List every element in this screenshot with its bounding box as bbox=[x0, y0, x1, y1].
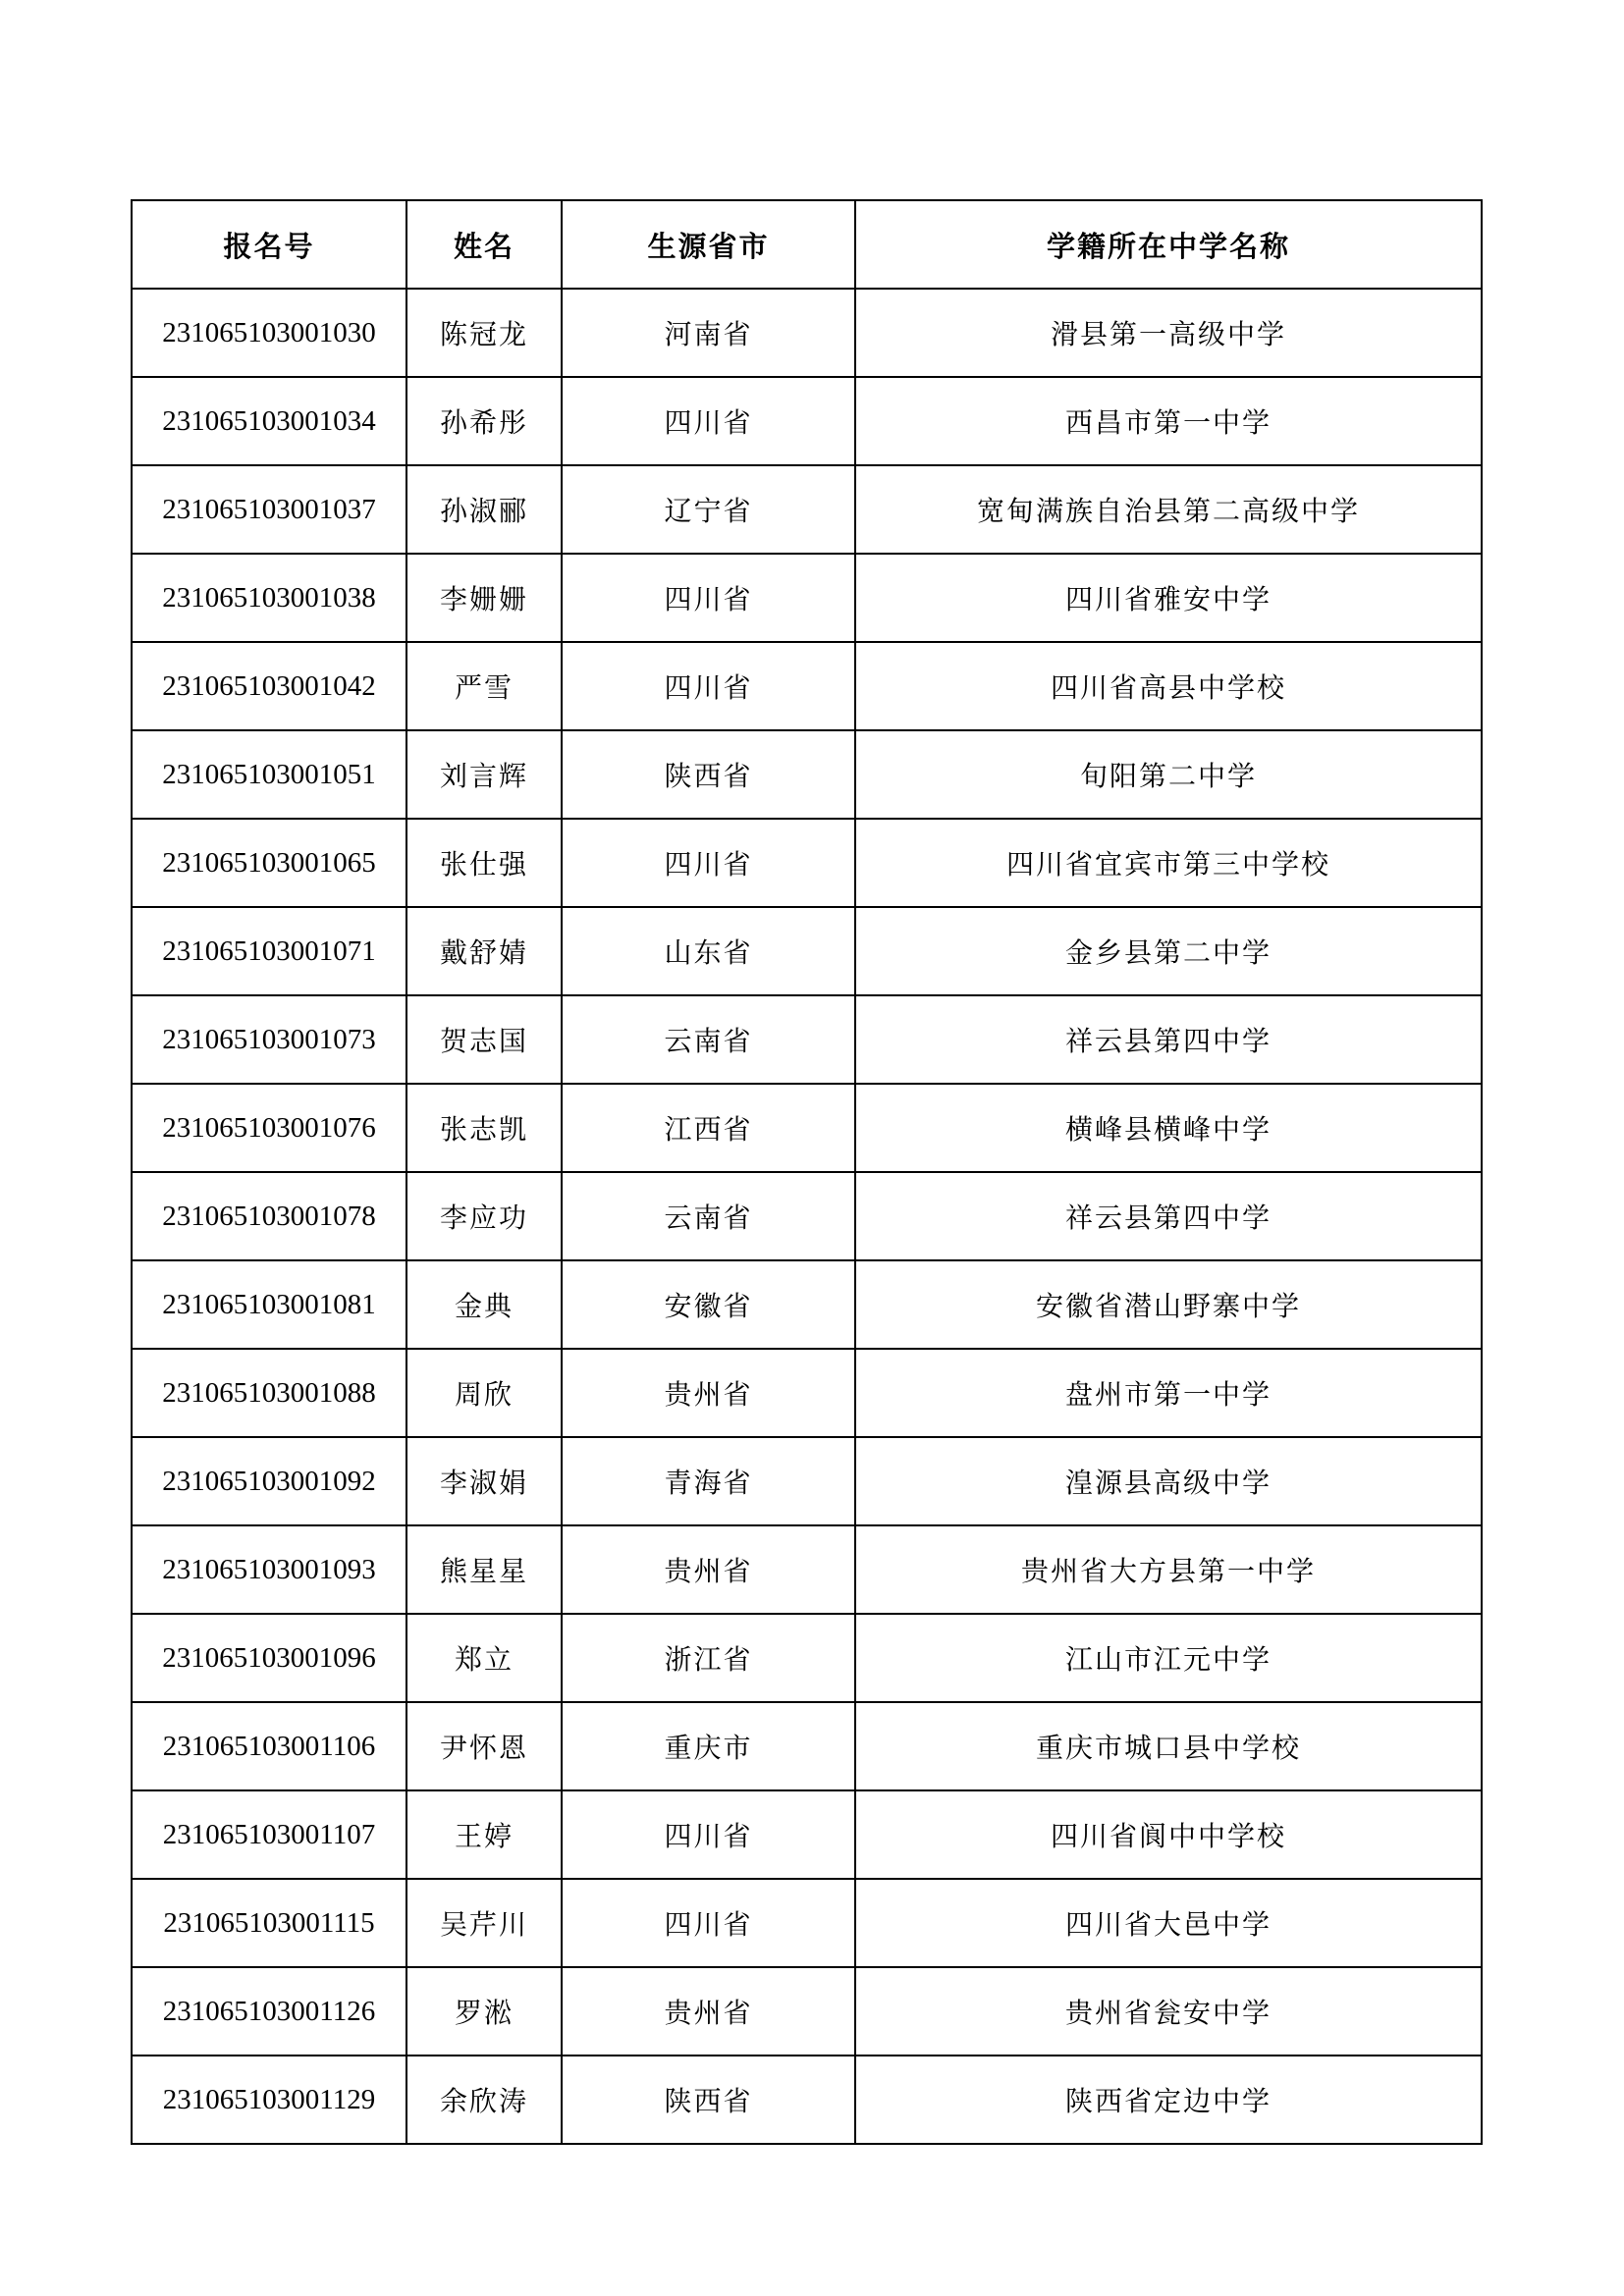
school-name-cell: 旬阳第二中学 bbox=[855, 730, 1482, 819]
school-name-cell: 祥云县第四中学 bbox=[855, 995, 1482, 1084]
student-name-cell: 刘言辉 bbox=[406, 730, 562, 819]
school-name-cell: 四川省雅安中学 bbox=[855, 554, 1482, 642]
province-cell: 四川省 bbox=[562, 819, 855, 907]
province-cell: 陕西省 bbox=[562, 2056, 855, 2144]
student-name-cell: 孙淑郦 bbox=[406, 465, 562, 554]
registration-no-cell: 231065103001096 bbox=[132, 1614, 406, 1702]
school-name-cell: 贵州省瓮安中学 bbox=[855, 1967, 1482, 2056]
table-row bbox=[132, 1790, 1482, 1879]
header-province: 生源省市 bbox=[562, 200, 855, 289]
school-name-cell: 横峰县横峰中学 bbox=[855, 1084, 1482, 1172]
school-name-cell: 安徽省潜山野寨中学 bbox=[855, 1260, 1482, 1349]
table-row bbox=[132, 819, 1482, 907]
registration-no-cell: 231065103001042 bbox=[132, 642, 406, 730]
registration-no-cell: 231065103001073 bbox=[132, 995, 406, 1084]
province-cell: 贵州省 bbox=[562, 1349, 855, 1437]
registration-no-cell: 231065103001065 bbox=[132, 819, 406, 907]
province-cell: 贵州省 bbox=[562, 1967, 855, 2056]
school-name-cell: 滑县第一高级中学 bbox=[855, 289, 1482, 377]
province-cell: 云南省 bbox=[562, 1172, 855, 1260]
registration-no-cell: 231065103001076 bbox=[132, 1084, 406, 1172]
table-row bbox=[132, 1967, 1482, 2056]
table-row bbox=[132, 1437, 1482, 1525]
student-name-cell: 王婷 bbox=[406, 1790, 562, 1879]
header-row bbox=[132, 200, 1482, 289]
province-cell: 重庆市 bbox=[562, 1702, 855, 1790]
student-name-cell: 孙希彤 bbox=[406, 377, 562, 465]
province-cell: 山东省 bbox=[562, 907, 855, 995]
school-name-cell: 湟源县高级中学 bbox=[855, 1437, 1482, 1525]
table-row bbox=[132, 1702, 1482, 1790]
school-name-cell: 四川省阆中中学校 bbox=[855, 1790, 1482, 1879]
table-row bbox=[132, 554, 1482, 642]
school-name-cell: 盘州市第一中学 bbox=[855, 1349, 1482, 1437]
school-name-cell: 陕西省定边中学 bbox=[855, 2056, 1482, 2144]
table-row bbox=[132, 1260, 1482, 1349]
school-name-cell: 贵州省大方县第一中学 bbox=[855, 1525, 1482, 1614]
province-cell: 四川省 bbox=[562, 554, 855, 642]
school-name-cell: 金乡县第二中学 bbox=[855, 907, 1482, 995]
student-name-cell: 李淑娟 bbox=[406, 1437, 562, 1525]
table-row bbox=[132, 730, 1482, 819]
province-cell: 四川省 bbox=[562, 642, 855, 730]
table-row bbox=[132, 1879, 1482, 1967]
table-row bbox=[132, 465, 1482, 554]
province-cell: 四川省 bbox=[562, 377, 855, 465]
table-row bbox=[132, 642, 1482, 730]
registration-no-cell: 231065103001106 bbox=[132, 1702, 406, 1790]
table-row bbox=[132, 995, 1482, 1084]
registration-no-cell: 231065103001037 bbox=[132, 465, 406, 554]
province-cell: 四川省 bbox=[562, 1790, 855, 1879]
header-name: 姓名 bbox=[406, 200, 562, 289]
table-row bbox=[132, 1614, 1482, 1702]
school-name-cell: 宽甸满族自治县第二高级中学 bbox=[855, 465, 1482, 554]
registration-no-cell: 231065103001034 bbox=[132, 377, 406, 465]
province-cell: 辽宁省 bbox=[562, 465, 855, 554]
registration-no-cell: 231065103001078 bbox=[132, 1172, 406, 1260]
student-name-cell: 李姗姗 bbox=[406, 554, 562, 642]
province-cell: 四川省 bbox=[562, 1879, 855, 1967]
province-cell: 河南省 bbox=[562, 289, 855, 377]
registration-no-cell: 231065103001115 bbox=[132, 1879, 406, 1967]
school-name-cell: 四川省宜宾市第三中学校 bbox=[855, 819, 1482, 907]
registration-no-cell: 231065103001093 bbox=[132, 1525, 406, 1614]
table-row bbox=[132, 1172, 1482, 1260]
header-registration-no: 报名号 bbox=[132, 200, 406, 289]
registration-no-cell: 231065103001030 bbox=[132, 289, 406, 377]
registration-no-cell: 231065103001126 bbox=[132, 1967, 406, 2056]
school-name-cell: 祥云县第四中学 bbox=[855, 1172, 1482, 1260]
table-row bbox=[132, 2056, 1482, 2144]
table-row bbox=[132, 1084, 1482, 1172]
province-cell: 陕西省 bbox=[562, 730, 855, 819]
roster-body bbox=[132, 289, 1482, 2144]
student-name-cell: 罗淞 bbox=[406, 1967, 562, 2056]
table-row bbox=[132, 1349, 1482, 1437]
registration-no-cell: 231065103001107 bbox=[132, 1790, 406, 1879]
province-cell: 贵州省 bbox=[562, 1525, 855, 1614]
table-row bbox=[132, 377, 1482, 465]
header-school: 学籍所在中学名称 bbox=[855, 200, 1482, 289]
student-name-cell: 余欣涛 bbox=[406, 2056, 562, 2144]
student-name-cell: 张仕强 bbox=[406, 819, 562, 907]
student-name-cell: 尹怀恩 bbox=[406, 1702, 562, 1790]
province-cell: 浙江省 bbox=[562, 1614, 855, 1702]
student-name-cell: 李应功 bbox=[406, 1172, 562, 1260]
registration-no-cell: 231065103001088 bbox=[132, 1349, 406, 1437]
school-name-cell: 江山市江元中学 bbox=[855, 1614, 1482, 1702]
student-name-cell: 戴舒婧 bbox=[406, 907, 562, 995]
school-name-cell: 四川省大邑中学 bbox=[855, 1879, 1482, 1967]
table-row bbox=[132, 907, 1482, 995]
registration-no-cell: 231065103001051 bbox=[132, 730, 406, 819]
registration-no-cell: 231065103001129 bbox=[132, 2056, 406, 2144]
province-cell: 安徽省 bbox=[562, 1260, 855, 1349]
student-name-cell: 贺志国 bbox=[406, 995, 562, 1084]
school-name-cell: 重庆市城口县中学校 bbox=[855, 1702, 1482, 1790]
province-cell: 青海省 bbox=[562, 1437, 855, 1525]
province-cell: 云南省 bbox=[562, 995, 855, 1084]
student-roster-table bbox=[131, 199, 1483, 2145]
table-row bbox=[132, 1525, 1482, 1614]
student-name-cell: 周欣 bbox=[406, 1349, 562, 1437]
student-name-cell: 严雪 bbox=[406, 642, 562, 730]
registration-no-cell: 231065103001038 bbox=[132, 554, 406, 642]
student-name-cell: 郑立 bbox=[406, 1614, 562, 1702]
registration-no-cell: 231065103001092 bbox=[132, 1437, 406, 1525]
table-row bbox=[132, 289, 1482, 377]
student-name-cell: 熊星星 bbox=[406, 1525, 562, 1614]
school-name-cell: 西昌市第一中学 bbox=[855, 377, 1482, 465]
province-cell: 江西省 bbox=[562, 1084, 855, 1172]
student-name-cell: 张志凯 bbox=[406, 1084, 562, 1172]
student-name-cell: 吴芹川 bbox=[406, 1879, 562, 1967]
student-name-cell: 陈冠龙 bbox=[406, 289, 562, 377]
registration-no-cell: 231065103001081 bbox=[132, 1260, 406, 1349]
school-name-cell: 四川省高县中学校 bbox=[855, 642, 1482, 730]
registration-no-cell: 231065103001071 bbox=[132, 907, 406, 995]
student-name-cell: 金典 bbox=[406, 1260, 562, 1349]
